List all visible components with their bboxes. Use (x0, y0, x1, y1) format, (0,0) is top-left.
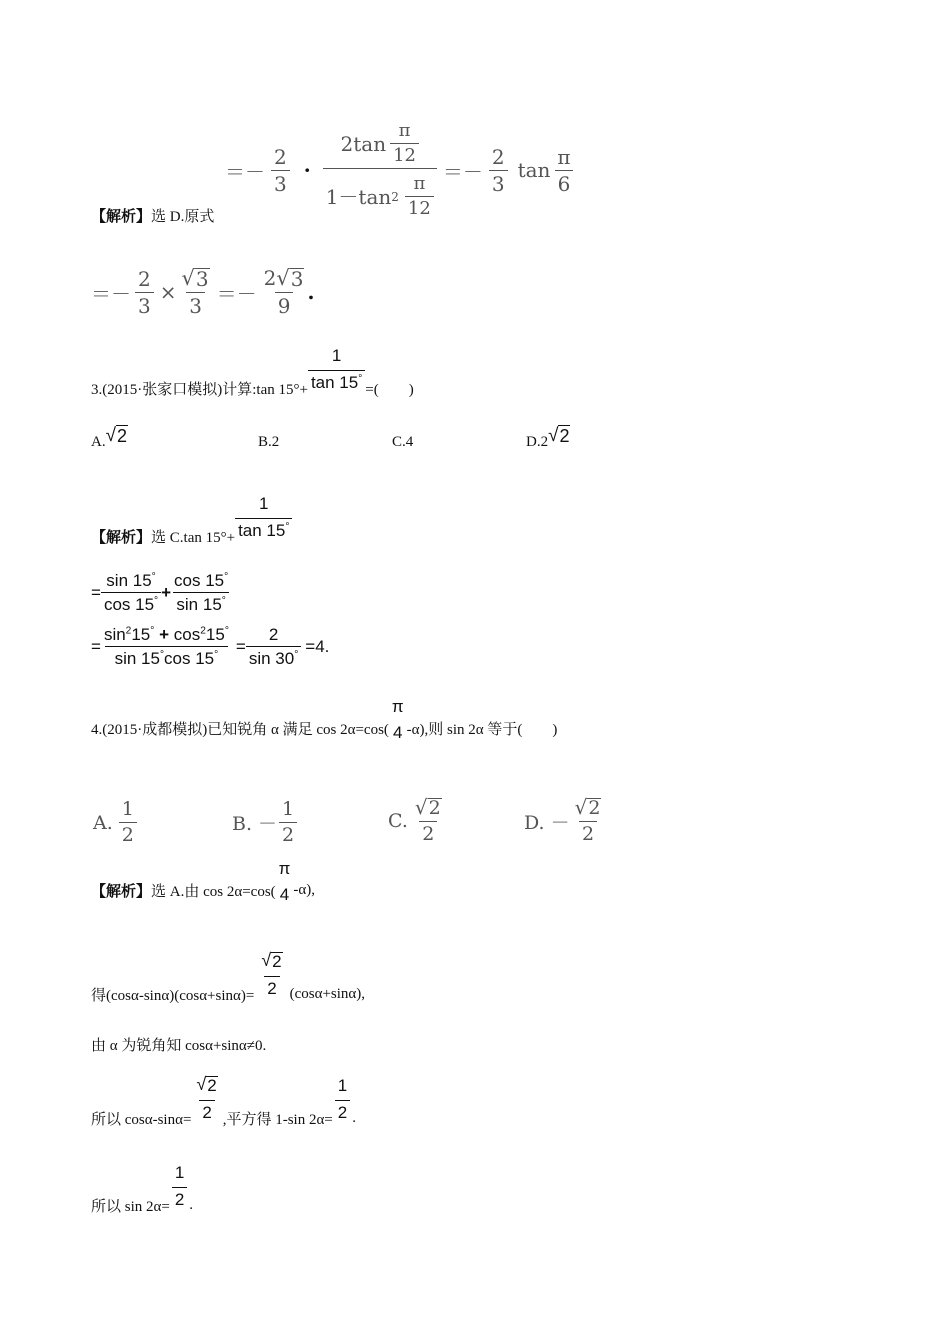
pi-over-12 (390, 122, 419, 165)
option-label: A. (93, 811, 113, 834)
radicand: 2 (559, 426, 570, 446)
q4-option-b (232, 800, 297, 845)
numerator: π (391, 697, 404, 716)
pi-over-6 (554, 144, 573, 196)
numerator (193, 1076, 220, 1100)
square-exponent: 2 (391, 189, 399, 204)
denominator: tan 15° (235, 518, 292, 539)
solution-a-line-1 (91, 860, 315, 903)
solution-c-line-1 (91, 572, 231, 613)
step-text: 所以 sin 2α= (91, 1199, 170, 1215)
equals-minus: ＝－ (91, 281, 131, 306)
solution-text: 选 C.tan 15°+ (151, 530, 236, 546)
stem-text: 3.(2015·张家口模拟)计算:tan 15°+ (91, 382, 308, 398)
root2-over-2: √ 2 2 (414, 795, 441, 846)
sqrt-2: √ 2 (261, 950, 282, 971)
denominator: tan 15° (308, 370, 365, 391)
solution-a-line-5 (91, 1155, 193, 1216)
stem-text-end: -α),则 sin 2α 等于( ) (406, 722, 558, 738)
denominator: 2 (335, 1100, 350, 1121)
analysis-tag: 【解析】 (91, 882, 152, 900)
fraction-2-3 (271, 144, 290, 196)
denominator: sin 15° (173, 592, 228, 613)
option-label: C. (388, 810, 408, 833)
root2-over-2 (193, 1076, 220, 1121)
one-over-tan15 (308, 347, 365, 391)
period: . (307, 280, 315, 304)
numerator: 2 (491, 144, 505, 169)
denominator: 6 (555, 170, 574, 194)
analysis-tag: 【解析】 (91, 528, 152, 546)
plus-sign: + (161, 582, 172, 602)
dot-operator: · (303, 158, 311, 182)
one-over-tan15 (235, 495, 292, 539)
numerator: π (557, 144, 571, 169)
option-b: B.2 (258, 434, 280, 450)
sum-of-squares-fraction (101, 626, 232, 667)
cos-over-sin (171, 572, 231, 613)
step-text-mid: ,平方得 1-sin 2α= (222, 1112, 333, 1128)
two-over-sin30 (246, 626, 301, 667)
numerator: 1 (337, 1075, 348, 1095)
numerator: $\sin^215^\circ + \cos^215^\circ$ (103, 625, 229, 644)
equals-minus: ＝－ (442, 159, 483, 184)
coefficient: 2 (263, 266, 277, 290)
sqrt-2: √ 2 (105, 425, 127, 446)
two-tan: 2tan (340, 131, 387, 156)
numerator: 2 (268, 625, 279, 644)
fraction-2-3 (135, 266, 154, 318)
denominator: 3 (489, 170, 508, 194)
option-d (526, 425, 570, 451)
denominator: 4 (279, 885, 290, 904)
period: . (352, 1110, 356, 1126)
radicand: 3 (195, 267, 209, 291)
q4-option-d (524, 795, 604, 846)
step-text: 得(cosα-sinα)(cosα+sinα)= (91, 988, 255, 1004)
equals: = (235, 636, 246, 656)
root3-over-3 (179, 268, 213, 316)
solution-a-line-3: 由 α 为锐角知 cosα+sinα≠0. (91, 1038, 267, 1054)
two-root3-over-9 (261, 268, 308, 316)
denominator: 2 (172, 1187, 187, 1208)
denominator: 4 (393, 723, 403, 742)
pi-over-4 (389, 698, 407, 741)
solution-c-line-2 (91, 626, 329, 667)
one-half: $\frac{1}{2}$ (119, 800, 137, 845)
analysis-tag: 【解析】 (91, 207, 152, 225)
step-text-end: (cosα+sinα), (289, 986, 366, 1002)
numerator (179, 268, 213, 292)
numerator: cos 15° (174, 571, 229, 590)
root2-over-2 (258, 952, 285, 997)
numerator: sin 15° (106, 571, 156, 590)
q4-option-c (388, 795, 445, 846)
equals: = (91, 636, 101, 656)
times-sign: × (159, 280, 177, 304)
pi-over-12 (405, 175, 434, 218)
formula-line-2 (91, 268, 314, 316)
equals: = (91, 582, 101, 602)
option-label: D.2 (526, 434, 549, 450)
sqrt-2: √ 2 (414, 795, 441, 820)
one-half (172, 1164, 187, 1208)
tan-label: tan (517, 158, 551, 182)
sqrt-3: √ 3 (276, 266, 304, 291)
denominator: 9 (275, 292, 294, 316)
sqrt-3: √ 3 (181, 266, 209, 291)
numerator (338, 122, 422, 168)
numerator: 2 (274, 144, 287, 169)
equals-minus: ＝－ (225, 159, 265, 184)
question-3-stem (91, 338, 414, 399)
root2-over-2: √ 2 2 (574, 795, 601, 846)
pi-over-4 (276, 860, 294, 903)
denominator (323, 168, 437, 218)
solution-a-line-4 (91, 1068, 356, 1129)
denominator: 12 (405, 196, 434, 218)
solution-text: 选 A.由 cos 2α=cos( (151, 884, 276, 900)
denominator: sin 30° (246, 646, 301, 667)
solution-c-label (91, 486, 292, 547)
numerator: 1 (174, 1162, 185, 1182)
numerator: π (413, 173, 426, 194)
solution-text: 选 D.原式 (151, 209, 215, 225)
denominator: 3 (186, 292, 205, 316)
numerator (261, 268, 308, 292)
sin-over-cos (101, 572, 161, 613)
option-c: C.4 (392, 434, 414, 450)
numerator: 2 (138, 266, 151, 291)
denominator: 3 (135, 292, 154, 316)
fraction-2-3 (489, 144, 508, 196)
numerator: 1 (259, 493, 269, 513)
option-label: D. － (524, 811, 570, 834)
radicand: 3 (290, 267, 304, 291)
answer-blank: =( ) (365, 382, 414, 398)
numerator (258, 952, 285, 976)
formula-line-1 (225, 122, 574, 218)
step-text: 所以 cosα-sinα= (91, 1112, 192, 1128)
equals-minus: ＝－ (216, 281, 257, 306)
numerator: π (278, 859, 291, 878)
one-half: $\frac{1}{2}$ (279, 800, 297, 845)
double-angle-fraction (323, 122, 437, 218)
question-4-stem (91, 698, 557, 741)
solution-text-end: -α), (293, 882, 315, 898)
denominator: 2 (264, 976, 279, 997)
denominator: cos 15° (101, 592, 161, 613)
result: =4. (305, 636, 330, 656)
solution-a-line-2 (91, 944, 365, 1005)
radicand: 2 (116, 426, 127, 446)
sqrt-2: √ 2 (548, 425, 570, 446)
numerator: π (398, 120, 411, 141)
denominator: 2 (199, 1100, 214, 1121)
stem-text: 4.(2015·成都模拟)已知锐角 α 满足 cos 2α=cos( (91, 722, 389, 738)
option-label: B. － (232, 813, 278, 835)
option-label: A. (91, 434, 106, 450)
denominator: 12 (390, 143, 419, 165)
solution-d-label (91, 205, 214, 226)
denominator: 3 (271, 170, 290, 194)
one-minus-tan: 1－tan (325, 184, 392, 209)
q4-option-a (93, 800, 137, 845)
denominator: sin 15°cos 15° (105, 646, 229, 667)
numerator: 1 (331, 345, 342, 365)
period: . (189, 1197, 194, 1213)
one-half (335, 1077, 350, 1121)
option-a (91, 425, 128, 451)
sqrt-2: √ 2 (196, 1074, 217, 1095)
sqrt-2: √ 2 (574, 795, 601, 820)
